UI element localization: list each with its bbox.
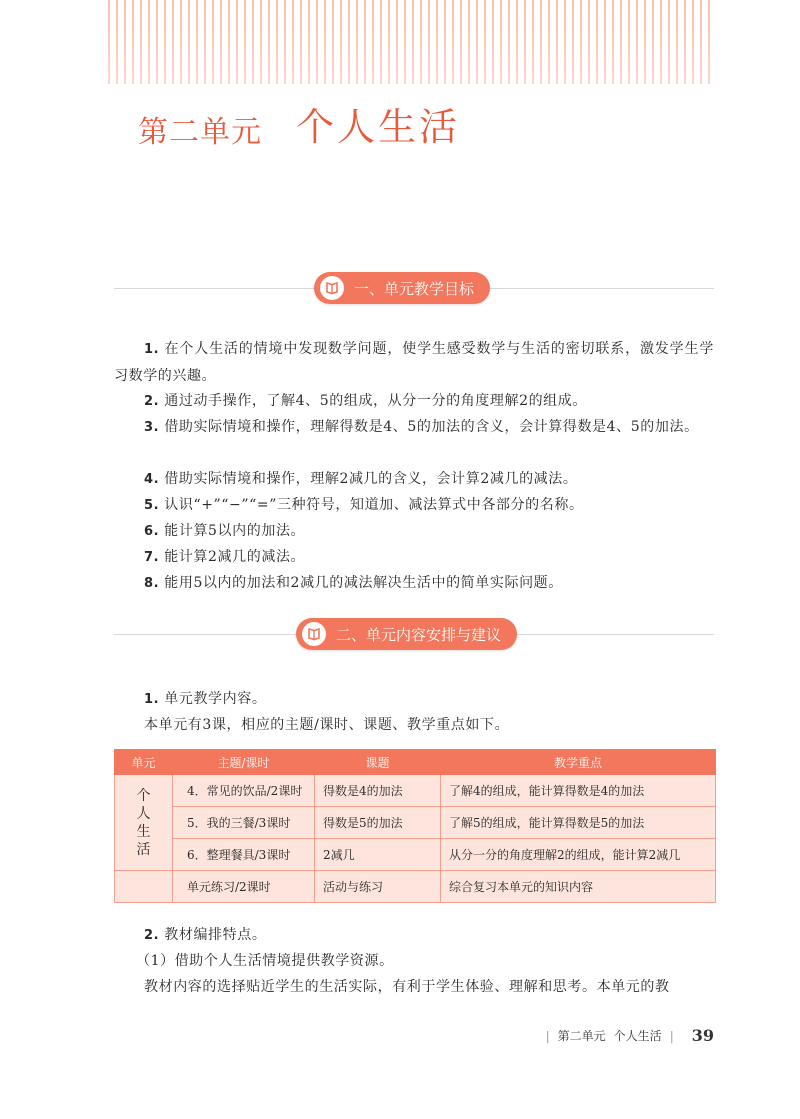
goal-item: 1. 在个人生活的情境中发现数学问题，使学生感受数学与生活的密切联系，激发学生学习数学的兴趣。 [114,341,714,384]
page-footer: | 第二单元 个人生活 | 39 [545,1026,714,1045]
table-cell: 得数是5的加法 [315,807,441,839]
table-cell: 从分一分的角度理解2的组成，能计算2减几 [441,839,716,871]
unit-title [138,96,460,151]
table-cell: 2减几 [315,839,441,871]
goal-item: 7. 能计算2减几的减法。 [144,549,306,565]
table-cell: 了解4的组成，能计算得数是4的加法 [441,775,716,807]
goal-item: 2. 通过动手操作，了解4、5的组成，从分一分的角度理解2的组成。 [144,393,587,409]
book-icon [302,622,326,646]
table-cell: 活动与练习 [315,871,441,903]
goal-item: 8. 能用5以内的加法和2减几的减法解决生活中的简单实际问题。 [144,575,563,591]
table-cell: 4．常见的饮品/2课时 [173,775,315,807]
footer-unit: 第二单元 [557,1029,606,1043]
book-icon [320,276,344,300]
section-title: 一、单元教学目标 [354,279,475,298]
table-cell: 单元练习/2课时 [173,871,315,903]
unit-title-text: 个人生活 [296,105,461,149]
paragraph: （1）借助个人生活情境提供教学资源。 [136,953,394,969]
footer-title: 个人生活 [613,1029,662,1043]
table-row [115,839,716,871]
paragraph: 教材内容的选择贴近学生的生活实际，有利于学生体验、理解和思考。本单元的教 [144,979,670,995]
table-cell: 综合复习本单元的知识内容 [441,871,716,903]
table-row [115,871,716,903]
table-header: 主题/课时 [173,750,315,775]
paragraph: 2. 教材编排特点。 [144,927,267,943]
section-pill [314,272,490,304]
goal-item: 3. 借助实际情境和操作，理解得数是4、5的加法的含义，会计算得数是4、5的加法。 [144,419,699,435]
section-heading-content [114,614,714,654]
unit-content-table [114,749,716,903]
table-cell: 6．整理餐具/3课时 [173,839,315,871]
goal-item: 4. 借助实际情境和操作，理解2减几的含义，会计算2减几的减法。 [144,471,578,487]
section-title: 二、单元内容安排与建议 [336,625,502,644]
paragraph: 本单元有3课，相应的主题/课时、课题、教学重点如下。 [144,717,510,733]
section-heading-goals [114,268,714,308]
paragraph: 1. 单元教学内容。 [144,691,267,707]
table-cell: 得数是4的加法 [315,775,441,807]
table-row [115,807,716,839]
unit-label: 第二单元 [138,115,262,150]
page-number: 39 [691,1026,714,1045]
goal-item: 5. 认识“+”“−”“=”三种符号，知道加、减法算式中各部分的名称。 [144,497,584,513]
table-header-row [115,750,716,775]
table-header: 教学重点 [441,750,716,775]
table-header: 单元 [115,750,173,775]
goal-item: 6. 能计算5以内的加法。 [144,523,306,539]
section-pill [296,618,517,650]
table-cell: 了解5的组成，能计算得数是5的加法 [441,807,716,839]
unit-name-cell: 个人生活 [115,775,173,871]
table-cell: 5．我的三餐/3课时 [173,807,315,839]
table-header: 课题 [315,750,441,775]
table-row [115,775,716,807]
